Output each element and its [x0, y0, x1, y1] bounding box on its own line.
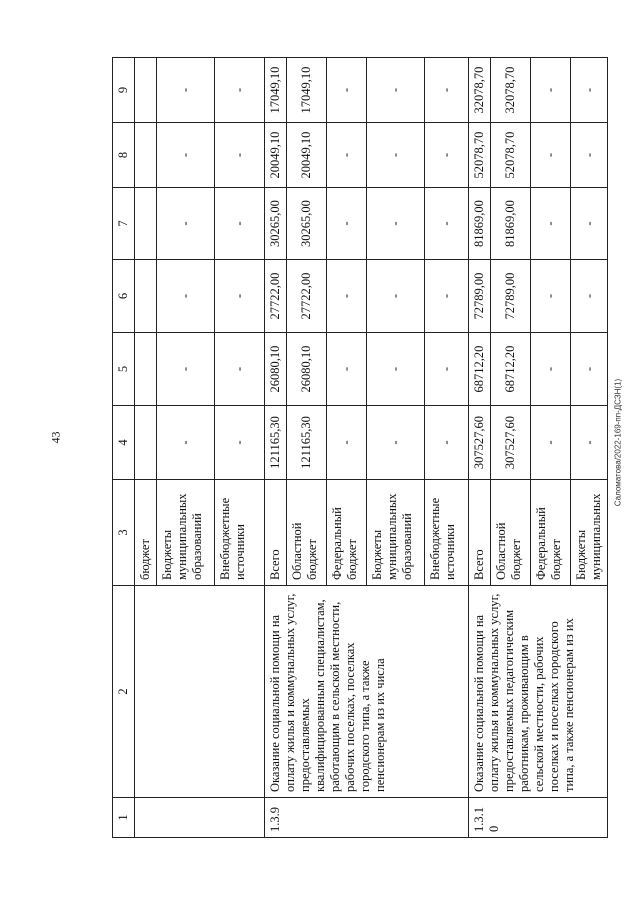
value-cell: -	[157, 260, 215, 333]
value-cell: -	[157, 58, 215, 123]
item-description: Оказание социальной помощи на оплату жилья и коммунальных услуг, предоставляемых квалифицированным специалистам, работающим в сельской местности, рабочих поселках, поселках городского типа, а также пенсионерам из их числа	[265, 586, 469, 798]
value-cell: -	[215, 333, 265, 406]
value-cell: 52078,70	[491, 123, 531, 188]
value-cell: -	[157, 188, 215, 260]
value-cell: -	[531, 260, 571, 333]
value-cell: -	[367, 260, 425, 333]
value-cell	[135, 123, 157, 188]
funding-source: бюджет	[135, 480, 157, 586]
value-cell: -	[367, 188, 425, 260]
funding-source: Бюджеты муниципальных образований	[157, 480, 215, 586]
value-cell	[135, 58, 157, 123]
column-header: 8	[113, 123, 135, 188]
funding-source: Областной бюджет	[491, 480, 531, 586]
value-cell: -	[327, 406, 367, 480]
column-header: 9	[113, 58, 135, 123]
value-cell	[135, 188, 157, 260]
value-cell: -	[367, 123, 425, 188]
value-cell: 26080,10	[287, 333, 327, 406]
value-cell: 17049,10	[265, 58, 287, 123]
value-cell: -	[215, 123, 265, 188]
value-cell: -	[157, 406, 215, 480]
value-cell: -	[327, 260, 367, 333]
value-cell	[135, 260, 157, 333]
value-cell: 68712,20	[491, 333, 531, 406]
value-cell: -	[425, 188, 469, 260]
value-cell: -	[215, 58, 265, 123]
value-cell: -	[531, 58, 571, 123]
value-cell: -	[531, 406, 571, 480]
value-cell: 26080,10	[265, 333, 287, 406]
funding-source: Бюджеты муниципальных образований	[367, 480, 425, 586]
funding-source: Федеральный бюджет	[531, 480, 571, 586]
value-cell: -	[425, 406, 469, 480]
funding-source: Областной бюджет	[287, 480, 327, 586]
value-cell: 121165,30	[265, 406, 287, 480]
column-header: 2	[113, 586, 135, 798]
value-cell: 72789,00	[469, 260, 491, 333]
value-cell: 20049,10	[265, 123, 287, 188]
item-description: Оказание социальной помощи на оплату жилья и коммунальных услуг, предоставляемых педагогическим работникам, проживающим в сельской местности, рабочих поселках и поселках городского типа, а также пенсионерам из их	[469, 586, 608, 798]
value-cell: 30265,00	[265, 188, 287, 260]
value-cell: 17049,10	[287, 58, 327, 123]
value-cell: 30265,00	[287, 188, 327, 260]
value-cell: -	[571, 188, 608, 260]
value-cell: 32078,70	[491, 58, 531, 123]
value-cell: 52078,70	[469, 123, 491, 188]
value-cell: -	[215, 260, 265, 333]
value-cell: 121165,30	[287, 406, 327, 480]
funding-source: Всего	[469, 480, 491, 586]
value-cell: 27722,00	[265, 260, 287, 333]
value-cell: -	[157, 123, 215, 188]
column-header: 4	[113, 406, 135, 480]
value-cell: -	[571, 123, 608, 188]
value-cell: 72789,00	[491, 260, 531, 333]
item-number: 1.3.9	[265, 798, 469, 838]
table-row	[135, 58, 157, 838]
value-cell: -	[215, 406, 265, 480]
value-cell: 81869,00	[491, 188, 531, 260]
value-cell: 32078,70	[469, 58, 491, 123]
item-description-cell	[135, 586, 265, 798]
value-cell: -	[367, 406, 425, 480]
value-cell: 68712,20	[469, 333, 491, 406]
value-cell: -	[327, 188, 367, 260]
column-header: 7	[113, 188, 135, 260]
value-cell	[135, 333, 157, 406]
value-cell: -	[571, 406, 608, 480]
funding-source: Всего	[265, 480, 287, 586]
item-number: 1.3.10	[469, 798, 608, 838]
value-cell: 307527,60	[469, 406, 491, 480]
value-cell: 307527,60	[491, 406, 531, 480]
table-row	[469, 58, 491, 838]
funding-source: Внебюджетные источники	[215, 480, 265, 586]
column-header: 1	[113, 798, 135, 838]
value-cell: -	[571, 333, 608, 406]
value-cell: -	[571, 260, 608, 333]
value-cell: -	[425, 58, 469, 123]
value-cell: -	[157, 333, 215, 406]
header-row	[113, 58, 135, 838]
value-cell: -	[531, 123, 571, 188]
column-header: 5	[113, 333, 135, 406]
value-cell: -	[327, 333, 367, 406]
funding-source: Бюджеты муниципальных	[571, 480, 608, 586]
value-cell: -	[327, 123, 367, 188]
value-cell: -	[367, 333, 425, 406]
value-cell: 20049,10	[287, 123, 327, 188]
value-cell	[135, 406, 157, 480]
funding-source: Федеральный бюджет	[327, 480, 367, 586]
value-cell: -	[531, 333, 571, 406]
column-header: 3	[113, 480, 135, 586]
value-cell: -	[425, 123, 469, 188]
footer-note: Саломатова/2022-169-пп-ДСЗН(1)	[613, 378, 623, 507]
value-cell: -	[425, 260, 469, 333]
value-cell: -	[571, 58, 608, 123]
value-cell: -	[531, 188, 571, 260]
table-row	[265, 58, 287, 838]
budget-table	[112, 57, 608, 838]
value-cell: -	[367, 58, 425, 123]
page-number: 43	[48, 431, 63, 444]
value-cell: -	[327, 58, 367, 123]
value-cell: 27722,00	[287, 260, 327, 333]
funding-source: Внебюджетные источники	[425, 480, 469, 586]
value-cell: -	[215, 188, 265, 260]
column-header: 6	[113, 260, 135, 333]
item-number-cell	[135, 798, 265, 838]
value-cell: -	[425, 333, 469, 406]
value-cell: 81869,00	[469, 188, 491, 260]
